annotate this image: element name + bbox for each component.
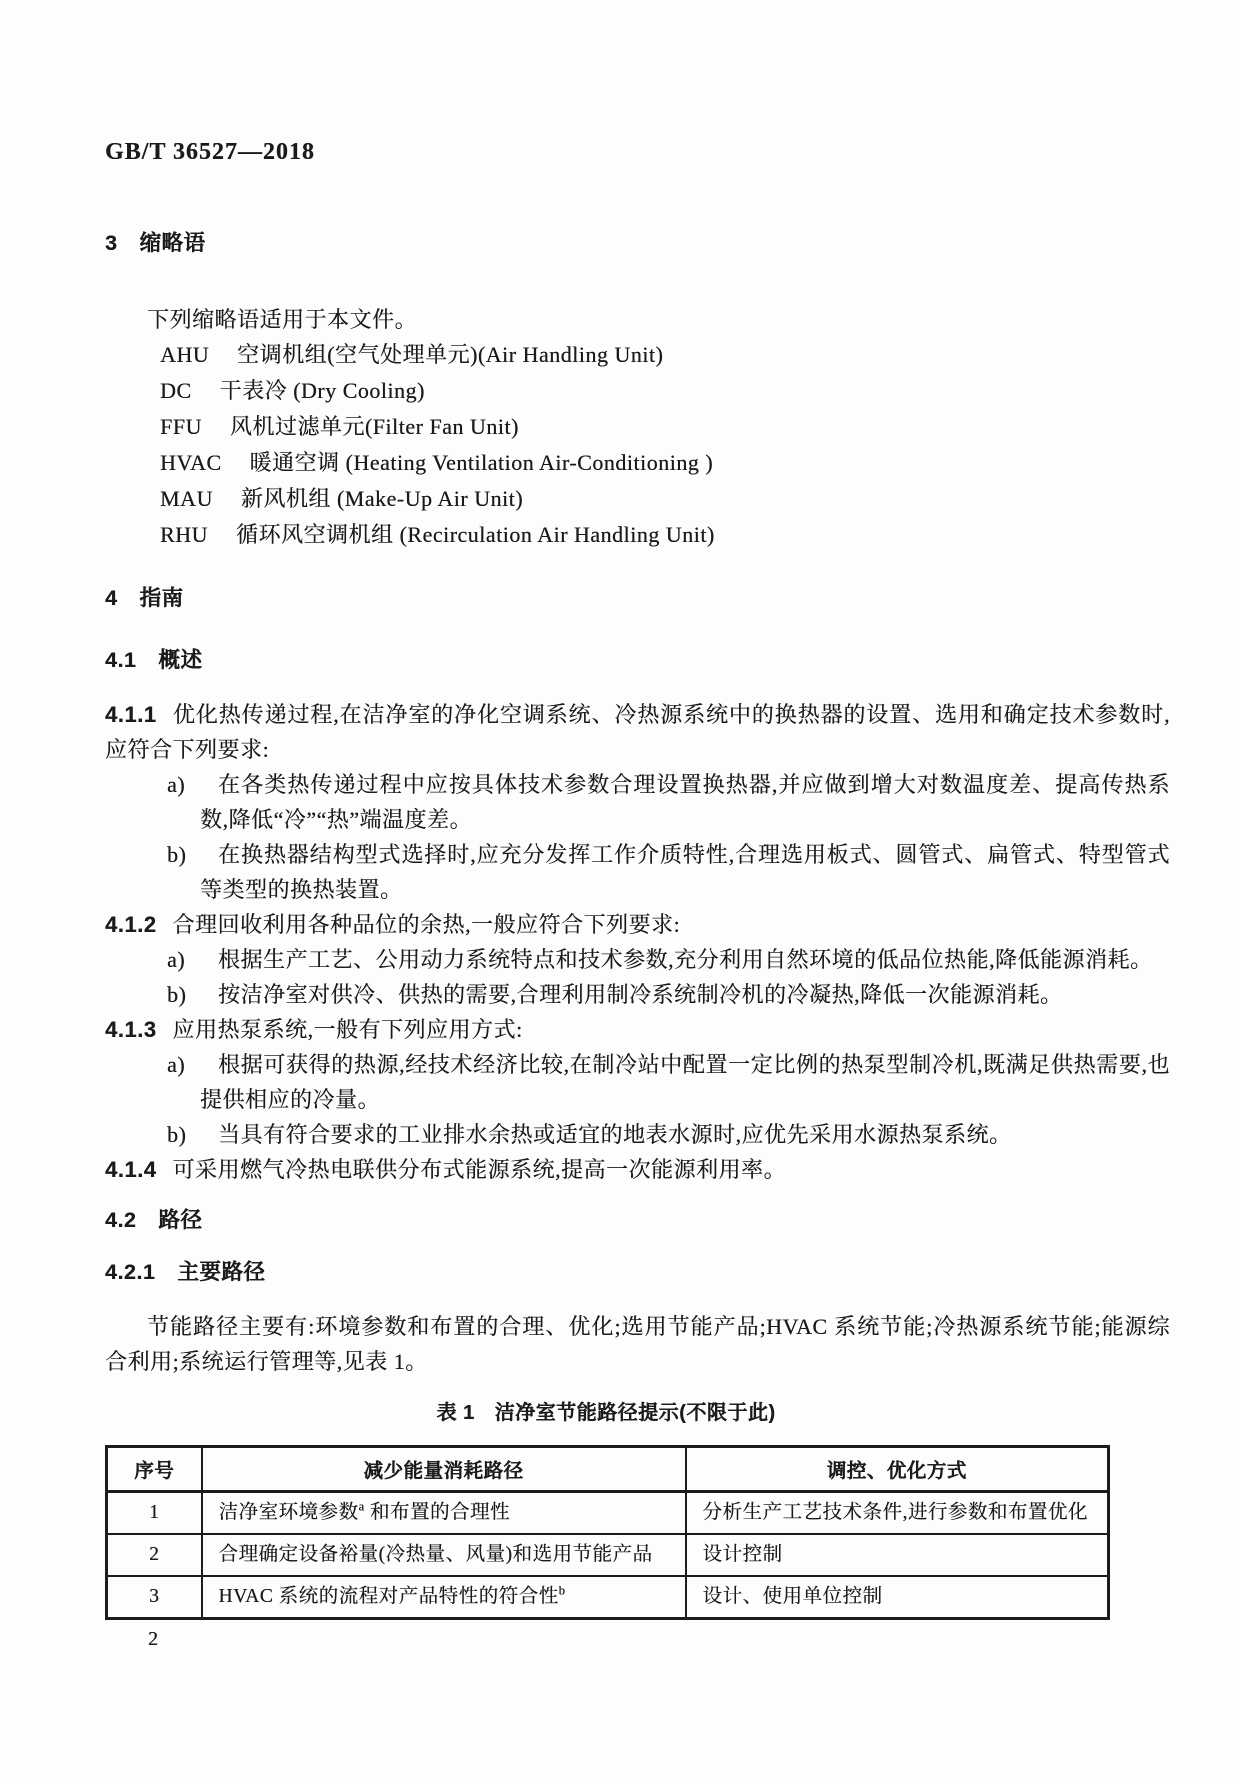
section-4-title: 指南 [139, 586, 184, 610]
cell-method: 设计控制 [686, 1534, 1109, 1576]
abbreviation-item [160, 373, 1170, 409]
abbreviation-item [160, 481, 1170, 517]
clause-number: 4.1.3 [105, 1017, 157, 1042]
section-4-heading [105, 583, 1170, 613]
section-4-1-number: 4.1 [105, 648, 137, 672]
path-paragraph: 节能路径主要有:环境参数和布置的合理、优化;选用节能产品;HVAC 系统节能;冷热源系统节能;能源综合利用;系统运行管理等,见表 1。 [105, 1314, 1170, 1374]
section-4-1-title: 概述 [158, 648, 203, 672]
clause-item [105, 837, 1170, 907]
item-label: b) [167, 1122, 187, 1147]
section-3-number: 3 [105, 231, 118, 255]
col-header-method: 调控、优化方式 [686, 1447, 1109, 1492]
abbr-intro: 下列缩略语适用于本文件。 [147, 307, 418, 332]
abbr-definition: 空调机组(空气处理单元)(Air Handling Unit) [237, 342, 664, 367]
section-4-number: 4 [105, 586, 118, 610]
clause-text: 合理回收利用各种品位的余热,一般应符合下列要求: [172, 912, 681, 937]
clause-item [105, 767, 1170, 837]
section-3-title: 缩略语 [139, 231, 206, 255]
abbr-code: DC [160, 378, 192, 403]
clause-item [105, 1117, 1170, 1152]
abbr-code: AHU [160, 342, 210, 367]
clause-item [105, 1047, 1170, 1117]
table-row [107, 1576, 1109, 1619]
cell-path-text: 洁净室环境参数 [218, 1502, 359, 1523]
abbr-code: FFU [160, 414, 202, 439]
cell-no: 1 [107, 1492, 202, 1535]
item-text: 在各类热传递过程中应按具体技术参数合理设置换热器,并应做到增大对数温度差、提高传热系数,降低“冷”“热”端温度差。 [200, 772, 1170, 832]
table-1-caption-title: 洁净室节能路径提示(不限于此) [494, 1402, 776, 1424]
cell-path [202, 1576, 686, 1619]
clause-4-1-1 [105, 697, 1170, 767]
table-row [107, 1492, 1109, 1535]
abbr-code: RHU [160, 522, 208, 547]
cell-no: 3 [107, 1576, 202, 1619]
abbr-definition: 暖通空调 (Heating Ventilation Air-Conditioning ) [249, 450, 714, 475]
abbreviation-list [160, 337, 1170, 553]
cell-method: 分析生产工艺技术条件,进行参数和布置优化 [686, 1492, 1109, 1535]
abbr-code: MAU [160, 486, 213, 511]
clause-item [105, 977, 1170, 1012]
section-3-heading [105, 228, 1170, 258]
item-label: a) [167, 947, 186, 972]
item-text: 当具有符合要求的工业排水余热或适宜的地表水源时,应优先采用水源热泵系统。 [218, 1122, 1012, 1147]
cell-path-rest: 和布置的合理性 [364, 1502, 510, 1523]
abbr-code: HVAC [160, 450, 222, 475]
cell-path-text: 合理确定设备裕量(冷热量、风量)和选用节能产品 [218, 1544, 653, 1565]
clause-number: 4.1.4 [105, 1157, 157, 1182]
abbreviation-item [160, 337, 1170, 373]
abbreviation-item [160, 445, 1170, 481]
cell-path [202, 1534, 686, 1576]
clause-4-1-2 [105, 907, 1170, 942]
section-4-2-number: 4.2 [105, 1208, 137, 1232]
doc-code: GB/T 36527—2018 [105, 139, 315, 165]
abbr-definition: 新风机组 (Make-Up Air Unit) [240, 486, 524, 511]
item-text: 根据可获得的热源,经技术经济比较,在制冷站中配置一定比例的热泵型制冷机,既满足供热需要,也提供相应的冷量。 [200, 1052, 1170, 1112]
footnote-ref-a: a [358, 1499, 365, 1514]
clause-text: 可采用燃气冷热电联供分布式能源系统,提高一次能源利用率。 [172, 1157, 786, 1182]
clause-4-1-3 [105, 1012, 1170, 1047]
clause-text: 优化热传递过程,在洁净室的净化空调系统、冷热源系统中的换热器的设置、选用和确定技术参数时,应符合下列要求: [105, 702, 1170, 762]
clause-number: 4.1.2 [105, 912, 157, 937]
table-1-caption [105, 1399, 1107, 1427]
item-text: 在换热器结构型式选择时,应充分发挥工作介质特性,合理选用板式、圆管式、扁管式、特型管式等类型的换热装置。 [200, 842, 1170, 902]
abbreviation-item [160, 517, 1170, 553]
item-label: a) [167, 772, 186, 797]
abbreviation-item [160, 409, 1170, 445]
section-4-2-1-title: 主要路径 [177, 1260, 266, 1284]
abbr-definition: 风机过滤单元(Filter Fan Unit) [229, 414, 519, 439]
cell-no: 2 [107, 1534, 202, 1576]
col-header-path: 减少能量消耗路径 [202, 1447, 686, 1492]
section-4-2-title: 路径 [158, 1208, 203, 1232]
clause-number: 4.1.1 [105, 702, 157, 727]
item-label: b) [167, 982, 187, 1007]
section-4-1-heading [105, 645, 1170, 675]
section-4-2-heading [105, 1205, 1170, 1235]
clause-4-1-4 [105, 1152, 1170, 1187]
footnote-ref-b: b [558, 1583, 566, 1598]
section-4-2-1-heading [105, 1257, 1170, 1287]
item-text: 根据生产工艺、公用动力系统特点和技术参数,充分利用自然环境的低品位热能,降低能源消耗。 [218, 947, 1153, 972]
table-1 [105, 1445, 1110, 1620]
clause-item [105, 942, 1170, 977]
col-header-no: 序号 [107, 1447, 202, 1492]
clause-text: 应用热泵系统,一般有下列应用方式: [172, 1017, 523, 1042]
cell-path-text: HVAC 系统的流程对产品特性的符合性 [218, 1586, 559, 1607]
item-label: b) [167, 842, 187, 867]
table-row [107, 1534, 1109, 1576]
cell-path [202, 1492, 686, 1535]
cell-method: 设计、使用单位控制 [686, 1576, 1109, 1619]
item-label: a) [167, 1052, 186, 1077]
abbr-definition: 干表冷 (Dry Cooling) [219, 378, 425, 403]
abbr-definition: 循环风空调机组 (Recirculation Air Handling Unit) [235, 522, 715, 547]
table-header-row [107, 1447, 1109, 1492]
item-text: 按洁净室对供冷、供热的需要,合理利用制冷系统制冷机的冷凝热,降低一次能源消耗。 [218, 982, 1063, 1007]
page-number: 2 [148, 1628, 159, 1650]
section-4-2-1-number: 4.2.1 [105, 1260, 156, 1284]
table-1-caption-label: 表 1 [436, 1402, 475, 1424]
